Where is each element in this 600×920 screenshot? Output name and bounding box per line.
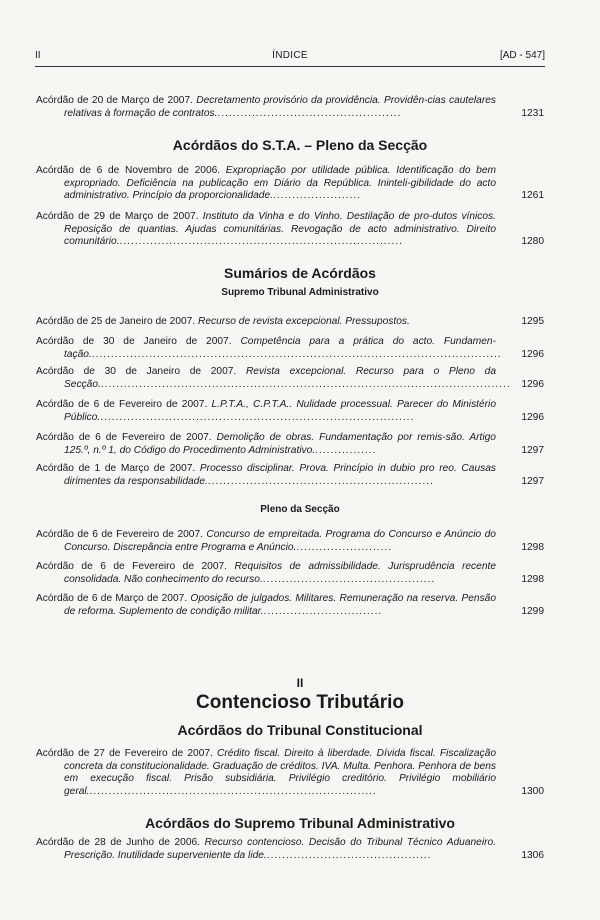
entry-lead: Acórdão de 6 de Março de 2007. <box>36 593 188 604</box>
entry-lead: Acórdão de 6 de Novembro de 2006. <box>36 165 221 176</box>
entry-subject: Decretamento provisório da providência. Providên-cias cautelares relativas à formação de contratos. <box>64 95 496 119</box>
section-title-sta-pleno: Acórdãos do S.T.A. – Pleno da Secção <box>172 137 428 153</box>
entry-subject: Oposição de julgados. Militares. Remuneração na reserva. Pensão de reforma. Suplemento de condição militar. <box>64 593 496 617</box>
entry-page-number: 1231 <box>521 107 544 119</box>
entry-lead: Acórdão de 30 de Janeiro de 2007. <box>36 366 237 377</box>
index-entry <box>36 593 544 618</box>
part-title: Contencioso Tributário <box>196 692 404 713</box>
entry-leader-dots: .................................................................................. <box>100 411 415 423</box>
entry-leader-dots: ................ <box>315 444 377 456</box>
entry-leader-dots: .......................................................................... <box>119 236 403 247</box>
entry-lead: Acórdão de 28 de Junho de 2006. <box>36 837 201 848</box>
entry-leader-dots: ........................................................... <box>207 475 434 487</box>
index-entry <box>36 561 544 586</box>
entry-subject: Crédito fiscal. Direito à liberdade. Dívida fiscal. Fiscalização concreta da constitucionalidade. Graduação de créditos. IVA. Multa. Penhora. Penhora de bens em execução fiscal. Prisão subsidiária. Privilégio creditório. Privilégio mobiliário geral. <box>64 748 496 797</box>
entry-leader-dots: ........................................................................... <box>89 785 377 797</box>
entry-lead: Acórdão de 27 de Fevereiro de 2007. <box>36 748 213 759</box>
entry-subject: Recurso contencioso. Decisão do Tribunal Técnico Aduaneiro. Prescrição. Inutilidade superveniente da lide. <box>64 837 496 861</box>
section-title-tc: Acórdãos do Tribunal Constitucional <box>177 722 423 738</box>
entry-subject: Revista excepcional. Recurso para o Pleno da Secção. <box>64 366 496 390</box>
index-entry <box>36 837 544 862</box>
index-entry <box>36 748 544 798</box>
entry-leader-dots: ........................................... <box>266 849 432 861</box>
entry-lead: Acórdão de 6 de Fevereiro de 2007. <box>36 561 227 572</box>
entry-leader-dots: ............................................. <box>262 573 436 585</box>
entry-leader-dots: ................................................ <box>217 107 402 119</box>
entry-lead: Acórdão de 20 de Março de 2007. <box>36 95 193 106</box>
entry-leader-dots: ....................... <box>272 190 362 201</box>
entry-leader-dots: ........................................................................................................... <box>91 348 502 360</box>
page-header <box>35 50 545 66</box>
entry-subject: Processo disciplinar. Prova. Princípio in dubio pro reo. Causas dirimentes da responsabilidade. <box>64 463 496 487</box>
entry-subject: Concurso de empreitada. Programa do Concurso e Anúncio do Concurso. Discrepância entre Programa e Anúncio. <box>64 529 496 553</box>
index-entry <box>36 366 544 391</box>
entry-leader-dots: ............................... <box>263 605 383 617</box>
index-entry <box>36 336 544 361</box>
entry-page-number: 1306 <box>521 849 544 861</box>
index-entry <box>36 165 544 203</box>
section-title-sta2: Acórdãos do Supremo Tribunal Administrativo <box>145 815 455 831</box>
header-part-number: II <box>35 50 41 61</box>
entry-page-number: 1297 <box>521 475 544 487</box>
index-entry <box>36 211 544 249</box>
entry-page-number: 1300 <box>521 785 544 797</box>
entry-lead: Acórdão de 25 de Janeiro de 2007. <box>36 316 196 327</box>
entry-lead: Acórdão de 6 de Fevereiro de 2007. <box>36 432 212 443</box>
header-title: ÍNDICE <box>272 50 308 61</box>
entry-lead: Acórdão de 6 de Fevereiro de 2007. <box>36 399 208 410</box>
entry-subject: Competência para a prática do acto. Fundamen-tação. <box>64 336 496 360</box>
entry-lead: Acórdão de 29 de Março de 2007. <box>36 211 199 222</box>
entry-page-number: 1261 <box>521 190 544 201</box>
entry-page-number: 1296 <box>521 411 544 423</box>
header-rule <box>35 66 545 67</box>
index-entry <box>36 316 544 329</box>
entry-subject: L.P.T.A., C.P.T.A.. Nulidade processual. Parecer do Ministério Público. <box>64 399 496 423</box>
index-entry <box>36 529 544 554</box>
entry-page-number: 1299 <box>521 605 544 617</box>
entry-leader-dots: ......................... <box>296 541 393 553</box>
entry-page-number: 1295 <box>521 316 544 327</box>
index-entry <box>36 399 544 424</box>
entry-leader-dots: ........................................................................................................... <box>100 378 511 390</box>
entry-page-number: 1296 <box>521 378 544 390</box>
index-entry <box>36 463 544 488</box>
entry-page-number: 1280 <box>521 236 544 247</box>
section-title-sumarios: Sumários de Acórdãos <box>224 265 376 281</box>
entry-subject: Expropriação por utilidade pública. Identificação do bem expropriado. Deficiência na publicação em Diário da República. Ininteli-gibilidade do acto administrativo. Princípio da proporcionalidade. <box>64 165 496 201</box>
index-entry <box>36 95 544 120</box>
entry-page-number: 1298 <box>521 573 544 585</box>
entry-lead: Acórdão de 1 de Março de 2007. <box>36 463 196 474</box>
part-numeral: II <box>296 676 304 690</box>
index-entry <box>36 432 544 457</box>
entry-lead: Acórdão de 30 de Janeiro de 2007. <box>36 336 232 347</box>
section-title-pleno: Pleno da Secção <box>260 504 340 515</box>
entry-subject: Instituto da Vinha e do Vinho. Destilação de pro-dutos vínicos. Reposição de quantias. Ajudas comunitárias. Revogação de acto administrativo. Direito comunitário. <box>64 211 496 247</box>
entry-lead: Acórdão de 6 de Fevereiro de 2007. <box>36 529 203 540</box>
entry-subject: Requisitos de admissibilidade. Jurisprudência recente consolidada. Não conhecimento do recurso. <box>64 561 496 585</box>
entry-page-number: 1297 <box>521 444 544 456</box>
header-page-code: [AD - 547] <box>499 50 545 61</box>
entry-subject: Demolição de obras. Fundamentação por remis-são. Artigo 125.º, n.º 1, do Código do Procedimento Administrativo. <box>64 432 496 456</box>
entry-subject: Recurso de revista excepcional. Pressupostos. <box>198 316 410 327</box>
entry-page-number: 1298 <box>521 541 544 553</box>
section-subtitle-sta: Supremo Tribunal Administrativo <box>221 287 379 298</box>
entry-page-number: 1296 <box>521 348 544 360</box>
